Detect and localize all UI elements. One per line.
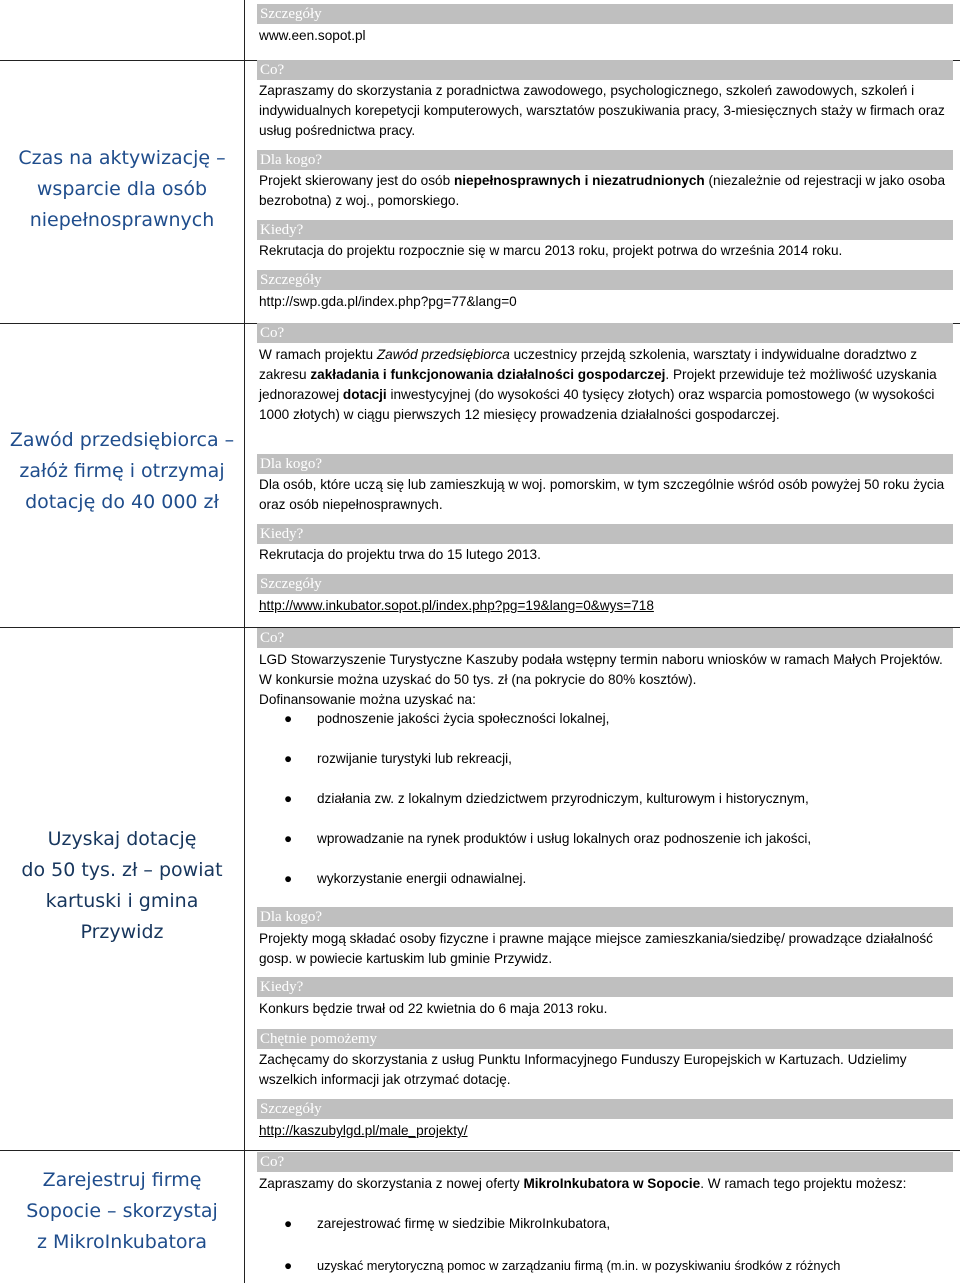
text-bold: MikroInkubatora w Sopocie (523, 1176, 701, 1191)
kiedy-text: Konkurs będzie trwał od 22 kwietnia do 6 maja 2013 roku. (259, 1001, 608, 1016)
section-title-dotacja (6, 824, 238, 948)
text-part: uczestnicy przejdą szkolenia, warsztaty i indywidualne doradztwo z zakresu (259, 347, 918, 382)
dla-kogo-text: Dla osób, które uczą się lub zamieszkują w woj. pomorskim, w tym szczególnie wśród osób powyżej 50 roku życia oraz osób niepełnosprawnych. (259, 477, 945, 512)
help-label: Chętnie pomożemy (257, 1029, 953, 1049)
title-line: Zarejestruj firmę (42, 1169, 202, 1191)
details-link-text[interactable]: http://swp.gda.pl/index.php?pg=77&lang=0 (259, 294, 517, 309)
text-bold: dotacji (342, 387, 387, 402)
text-italic: Zawód przedsiębiorca (376, 347, 510, 362)
text-part: (niezależnie od rejestracji w jako osoba bezrobotna) z woj., pomorskiego. (259, 173, 946, 208)
details-link-text[interactable]: http://kaszubylgd.pl/male_projekty/ (259, 1123, 468, 1138)
bullet-icon: ● (284, 1258, 293, 1273)
details-link[interactable] (259, 26, 953, 46)
co-label: Co? (257, 60, 953, 80)
details-link[interactable] (259, 1121, 953, 1141)
text-part: . W ramach tego projektu możesz: (700, 1176, 907, 1191)
details-label: Szczegóły (257, 1099, 953, 1119)
details-link-text[interactable]: http://www.inkubator.sopot.pl/index.php?pg=19&lang=0&wys=718 (259, 598, 654, 613)
text-part: Projekt skierowany jest do osób (259, 173, 454, 188)
title-line: z MikroInkubatora (36, 1231, 208, 1253)
kiedy-label: Kiedy? (257, 524, 953, 544)
details-link[interactable] (259, 292, 953, 312)
section-divider (0, 1150, 960, 1151)
dla-kogo-label: Dla kogo? (257, 150, 953, 170)
title-line: załóż firmę i otrzymaj (19, 460, 225, 482)
co-label: Co? (257, 1152, 953, 1172)
title-line: dotację do 40 000 zł (25, 491, 219, 513)
dla-kogo-text (259, 171, 953, 211)
list-item-text: uzyskać merytoryczną pomoc w zarządzaniu firmą (m.in. w pozyskiwaniu środków z różnych (317, 1258, 841, 1273)
bullet-icon: ● (284, 871, 293, 886)
co-text: Zapraszamy do skorzystania z poradnictwa zawodowego, psychologicznego, szkoleń zawodowych, szkoleń i indywidualnych korepetycji komputerowych, warsztatów poszukiwania pracy, 3-miesięcznych staży w firmach oraz usług pośrednictwa pracy. (259, 83, 945, 138)
title-line: kartuski i gmina (45, 890, 199, 912)
help-text: Zachęcamy do skorzystania z usług Punktu Informacyjnego Funduszy Europejskich w Kartuzach. Udzielimy wszelkich informacji jak otrzymać dotację. (259, 1052, 907, 1087)
co-label: Co? (257, 323, 953, 343)
co-intro: Dofinansowanie można uzyskać na: (259, 692, 476, 707)
dla-kogo-text: Projekty mogą składać osoby fizyczne i prawne mające miejsce zamieszkania/siedzibę/ prowadzące działalność gosp. w powiecie kartuskim lub gminie Przywidz. (259, 931, 933, 966)
co-label: Co? (257, 628, 953, 648)
text-part: . Projekt przewiduje też możliwość uzyskania jednorazowej (259, 367, 937, 402)
details-label: Szczegóły (257, 270, 953, 290)
dla-kogo-label: Dla kogo? (257, 907, 953, 927)
bullet-icon: ● (284, 751, 293, 766)
bullet-icon: ● (284, 1216, 293, 1231)
kiedy-text: Rekrutacja do projektu rozpocznie się w marcu 2013 roku, projekt potrwa do września 2014 roku. (259, 243, 843, 258)
text-part: Zapraszamy do skorzystania z nowej oferty (259, 1176, 524, 1191)
kiedy-label: Kiedy? (257, 977, 953, 997)
details-link[interactable] (259, 596, 953, 616)
text-part: W ramach projektu (259, 347, 377, 362)
dla-kogo-label: Dla kogo? (257, 454, 953, 474)
kiedy-text: Rekrutacja do projektu trwa do 15 lutego 2013. (259, 547, 541, 562)
title-line: Czas na aktywizację – (18, 147, 226, 169)
title-line: Przywidz (80, 921, 164, 943)
list-item-text: zarejestrować firmę w siedzibie MikroInkubatora, (317, 1216, 611, 1231)
list-item-text: rozwijanie turystyki lub rekreacji, (317, 751, 512, 766)
co-text: LGD Stowarzyszenie Turystyczne Kaszuby podała wstępny termin naboru wniosków w ramach Małych Projektów. W konkursie można uzyskać do 50 tys. zł (na pokrycie do 80% kosztów). (259, 652, 943, 687)
bullet-icon: ● (284, 791, 293, 806)
text-bold: niepełnosprawnych i niezatrudnionych (453, 173, 705, 188)
title-line: Uzyskaj dotację (47, 828, 197, 850)
title-line: Sopocie – skorzystaj (26, 1200, 218, 1222)
list-item-text: wprowadzanie na rynek produktów i usług lokalnych oraz podnoszenie ich jakości, (317, 831, 812, 846)
title-line: do 50 tys. zł – powiat (21, 859, 223, 881)
section-title-mikroinkubator (6, 1165, 238, 1258)
details-label: Szczegóły (257, 4, 953, 24)
title-line: Zawód przedsiębiorca – (9, 429, 235, 451)
list-item-text: działania zw. z lokalnym dziedzictwem przyrodniczym, kulturowym i historycznym, (317, 791, 809, 806)
text-bold: zakładania i funkcjonowania działalności gospodarczej (310, 367, 666, 382)
list-item-text: wykorzystanie energii odnawialnej. (317, 871, 527, 886)
list-item-text: podnoszenie jakości życia społeczności lokalnej, (317, 711, 610, 726)
bullet-icon: ● (284, 711, 293, 726)
section-title-aktywizacja (6, 143, 238, 236)
section-title-przedsiebiorca (6, 425, 238, 518)
details-label: Szczegóły (257, 574, 953, 594)
kiedy-label: Kiedy? (257, 220, 953, 240)
co-text (259, 1174, 953, 1194)
text-part: inwestycyjnej (do wysokości 40 tysięcy złotych) oraz wsparcia pomostowego (w wysokości 1000 złotych) w ciągu pierwszych 12 miesięcy prowadzenia działalności gospodarczej. (259, 387, 935, 422)
bullet-icon: ● (284, 831, 293, 846)
title-line: wsparcie dla osób (36, 178, 208, 200)
details-link-text[interactable]: www.een.sopot.pl (259, 28, 366, 43)
co-text (259, 345, 953, 425)
title-line: niepełnosprawnych (29, 209, 215, 231)
